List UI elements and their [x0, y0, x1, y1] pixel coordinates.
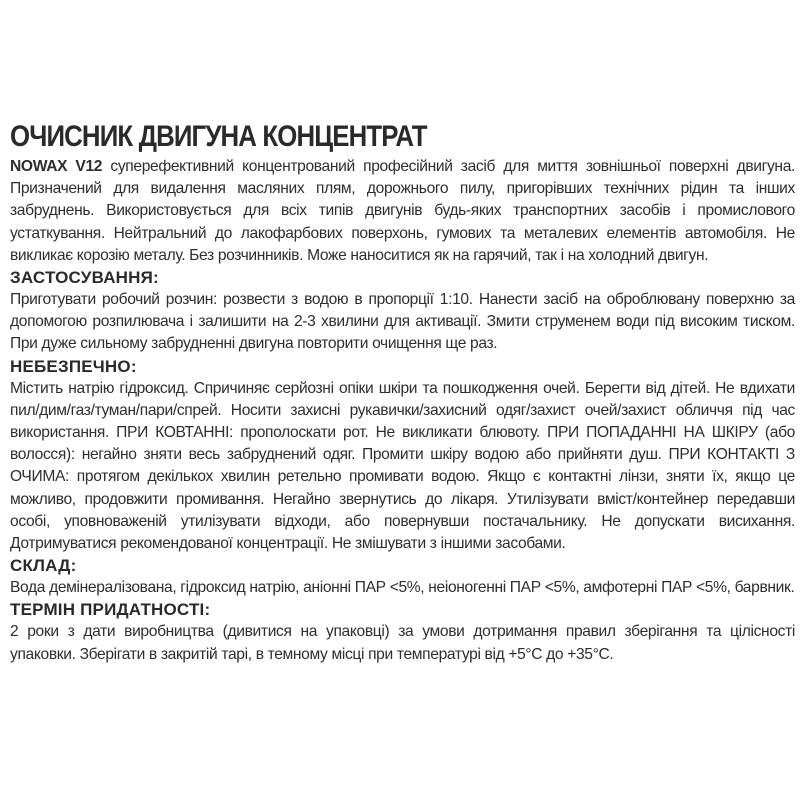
brand-name: NOWAX V12 [10, 158, 103, 175]
usage-heading: ЗАСТОСУВАННЯ: [10, 268, 159, 288]
shelf-life-heading: ТЕРМІН ПРИДАТНОСТІ: [10, 600, 211, 620]
usage-text: Приготувати робочий розчин: розвести з водою в пропорції 1:10. Нанести засіб на оброблювану поверхню за допомогою розпилювача і залишити на 2-3 хвилини для активації. Змити струменем води під високим тиском. При дуже сильному забрудненні двигуна повторити очищення ще раз. [10, 291, 795, 353]
product-title: ОЧИСНИК ДВИГУНА КОНЦЕНТРАТ [10, 120, 427, 153]
shelf-life-text: 2 роки з дати виробництва (дивитися на упаковці) за умови дотримання правил зберігання та цілісності упаковки. Зберігати в закритій тарі, в темному місці при температурі від +5°C до +35°C. [10, 623, 795, 663]
danger-heading: НЕБЕЗПЕЧНО: [10, 356, 137, 376]
intro-paragraph [10, 156, 795, 267]
intro-text: суперефективний концентрований професійний засіб для миття зовнішньої поверхні двигуна. Призначений для видалення масляних плям, дорожнього пилу, пригорівших технічних рідин та інших забруднень. Використовується для всіх типів двигунів будь-яких транспортних засобів і промислового устаткування. Нейтральний до лакофарбових поверхонь, гумових та металевих елементів автомобіля. Не викликає корозію металу. Без розчинників. Може наноситися як на гарячий, так і на холодний двигун. [10, 158, 796, 264]
danger-text: Містить натрію гідроксид. Спричиняє серйозні опіки шкіри та пошкодження очей. Берегти від дітей. Не вдихати пил/дим/газ/туман/пари/спрей. Носити захисні рукавички/захисний одяг/захист очей/захист обличчя під час використання. ПРИ КОВТАННІ: прополоскати рот. Не викликати блювоту. ПРИ ПОПАДАННІ НА ШКІРУ (або волосся): негайно зняти весь забруднений одяг. Промити шкіру водою або прийняти душ. ПРИ КОНТАКТІ З ОЧИМА: протягом декількох хвилин ретельно промивати водою. Якщо є контактні лінзи, зняти їх, якщо це можливо, продовжити промивання. Негайно звернутись до лікаря. Утилізувати вміст/контейнер передавши особі, уповноваженій утилізувати відходи, або повернувши постачальнику. Не допускати висихання. Дотримуватися рекомендованої концентрації. Не змішувати з іншими засобами. [10, 379, 795, 553]
composition-text: Вода демінералізована, гідроксид натрію, аніонні ПАР <5%, неіоногенні ПАР <5%, амфотерні ПАР <5%, барвник. [10, 579, 795, 597]
composition-heading: СКЛАД: [10, 556, 77, 576]
